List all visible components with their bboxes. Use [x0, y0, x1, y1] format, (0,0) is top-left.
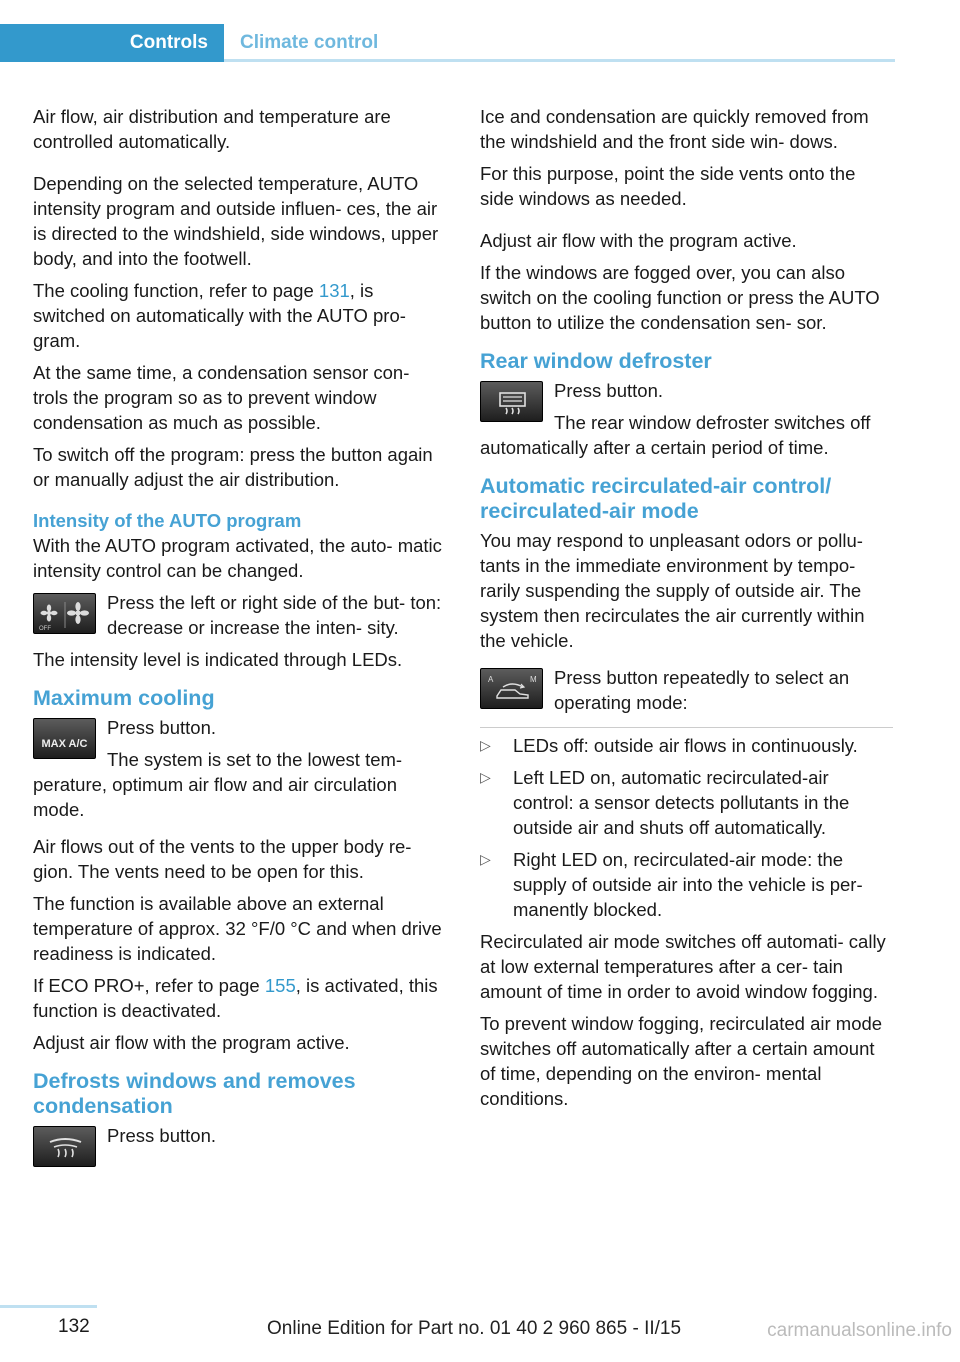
paragraph: To switch off the program: press the button again or manually adjust the air distribution. [33, 444, 433, 490]
triangle-bullet-icon: ▷ [480, 769, 491, 785]
paragraph: Press button repeatedly to select an operating mode: [554, 667, 850, 713]
paragraph: At the same time, a condensation sensor con‐ trols the program so as to prevent window condensation as much as possible. [33, 362, 410, 433]
left-column [33, 104, 443, 1178]
footer-rule [0, 1305, 97, 1308]
max-ac-label: MAX A/C [41, 738, 88, 750]
max-cooling-instruction [33, 715, 443, 822]
paragraph: Press the left or right side of the but‐ ton: decrease or increase the inten‐ sity. [107, 592, 442, 638]
paragraph: For this purpose, point the side vents onto the side windows as needed. [480, 163, 856, 209]
page-link-131[interactable]: 131 [318, 280, 350, 301]
svg-text:OFF: OFF [39, 626, 51, 632]
section-title: Controls [129, 32, 208, 53]
recirc-instruction [480, 665, 890, 715]
paragraph: Ice and condensation are quickly removed from the windshield and the front side win‐ dows. [480, 106, 869, 152]
right-column [480, 104, 890, 1118]
list-item: ▷ LEDs off: outside air flows in continuously. [480, 735, 858, 756]
paragraph: Depending on the selected temperature, AUTO intensity program and outside influen‐ ces, the air is directed to the windshield, side windows, upper body, and into the footwell. [33, 173, 439, 269]
paragraph: Air flow, air distribution and temperature are controlled automatically. [33, 106, 391, 152]
paragraph: If the windows are fogged over, you can also switch on the cooling function or press the AUTO button to utilize the condensation sen‐ sor. [480, 262, 880, 333]
paragraph: Press button. [554, 380, 664, 401]
paragraph: The rear window defroster switches off automatically after a certain period of time. [480, 412, 871, 458]
paragraph: To prevent window fogging, recirculated air mode switches off automatically after a certain amount of time, depending on the environ‐ mental conditions. [480, 1013, 883, 1109]
fan-intensity-button-icon [33, 593, 96, 634]
section-tab [0, 24, 224, 62]
heading-intensity: Intensity of the AUTO program [33, 510, 302, 531]
paragraph: The function is available above an external temperature of approx. 32 °F/0 °C and when drive readiness is indicated. [33, 893, 442, 964]
list-item: ▷ Right LED on, recirculated-air mode: the supply of outside air into the vehicle is per‐ manently blocked. [480, 849, 863, 920]
paragraph: Recirculated air mode switches off automati‐ cally at low external temperatures after a cer‐ tain amount of time in order to avoid window fogging. [480, 931, 886, 1002]
page-link-155[interactable]: 155 [264, 975, 296, 996]
paragraph: Adjust air flow with the program active. [33, 1032, 350, 1053]
triangle-bullet-icon: ▷ [480, 851, 491, 867]
rear-defrost-button-icon [480, 381, 543, 422]
list-divider [480, 727, 893, 728]
windshield-defrost-button-icon [33, 1126, 96, 1167]
mode-list [480, 733, 890, 922]
heading-rear-defroster: Rear window defroster [480, 349, 712, 373]
triangle-bullet-icon: ▷ [480, 737, 491, 753]
heading-recirculated-air: Automatic recirculated-air control/ recirculated-air mode [480, 474, 832, 523]
paragraph: The cooling function, refer to page 131, is switched on automatically with the AUTO pro‐ gram. [33, 280, 406, 351]
svg-text:A: A [488, 675, 494, 684]
paragraph: You may respond to unpleasant odors or pollu‐ tants in the immediate environment by tempo‐ rarily suspending the supply of outside air. The system then recirculates the air currently within the vehicle. [480, 530, 865, 651]
heading-max-cooling: Maximum cooling [33, 686, 215, 710]
recirculation-button-icon [480, 668, 543, 709]
paragraph: Air flows out of the vents to the upper body re‐ gion. The vents need to be open for this. [33, 836, 412, 882]
max-ac-button-icon [33, 718, 96, 759]
intensity-instruction [33, 590, 443, 640]
paragraph: With the AUTO program activated, the auto‐ matic intensity control can be changed. [33, 535, 442, 581]
paragraph: The intensity level is indicated through LEDs. [33, 649, 403, 670]
paragraph: Adjust air flow with the program active. [480, 230, 797, 251]
paragraph: The system is set to the lowest tem‐ perature, optimum air flow and air circulation mode. [33, 749, 403, 820]
list-item: ▷ Left LED on, automatic recirculated-air control: a sensor detects pollutants in the outside air and shuts off automatically. [480, 767, 850, 838]
rear-defroster-instruction [480, 378, 890, 460]
page-header [0, 24, 895, 62]
paragraph: Press button. [107, 1125, 217, 1146]
heading-defrost: Defrosts windows and removes condensation [33, 1069, 356, 1118]
defrost-instruction [33, 1123, 443, 1171]
page-number: 132 [58, 1316, 90, 1337]
header-rule [224, 59, 895, 62]
subsection-title: Climate control [240, 32, 379, 53]
watermark: carmanualsonline.info [767, 1320, 952, 1341]
svg-text:M: M [530, 675, 537, 684]
paragraph: Press button. [107, 717, 217, 738]
paragraph: If ECO PRO+, refer to page 155, is activated, this function is deactivated. [33, 975, 438, 1021]
edition-info: Online Edition for Part no. 01 40 2 960 865 - II/15 [267, 1318, 682, 1339]
